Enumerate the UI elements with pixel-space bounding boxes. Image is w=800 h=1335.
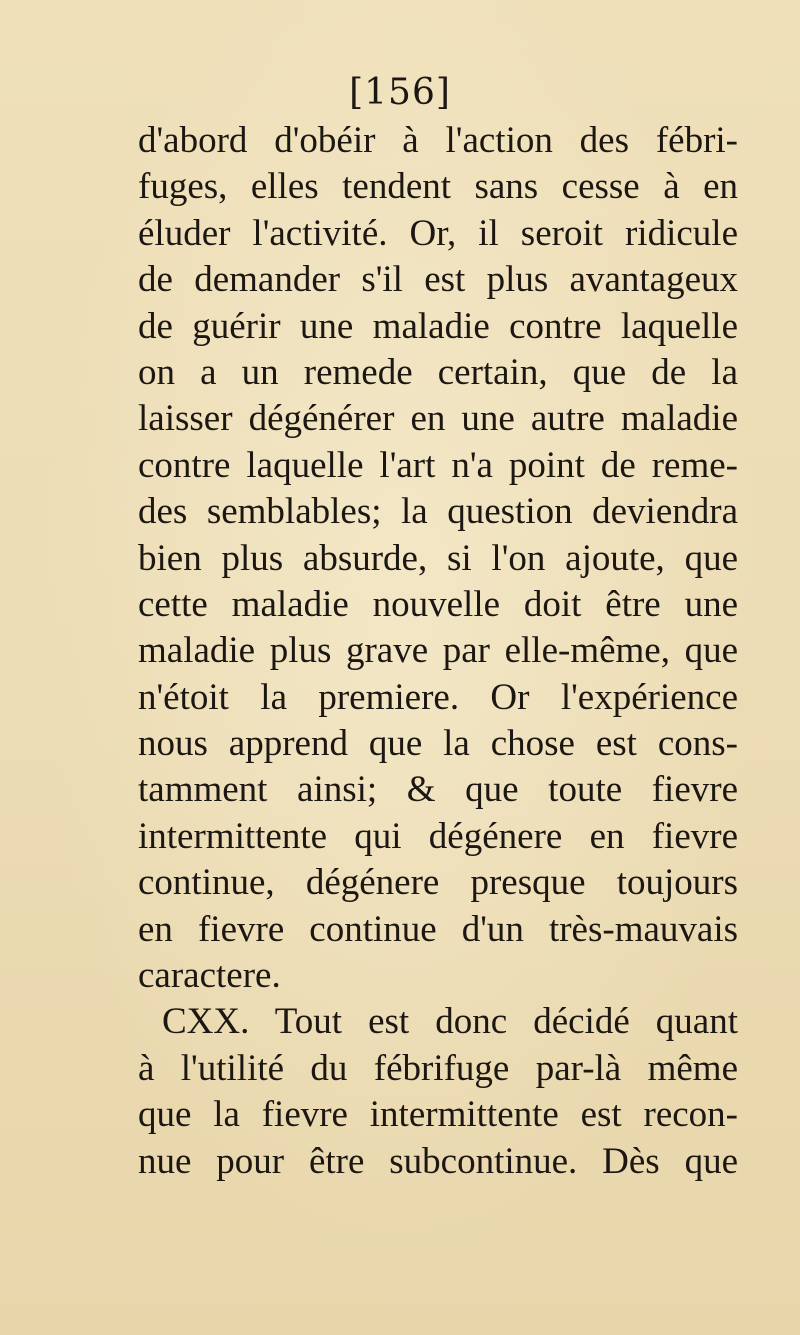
text-line: que la fievre intermittente est recon- bbox=[138, 1094, 738, 1136]
text-line: laisser dégénérer en une autre maladie bbox=[138, 398, 738, 440]
text-line: éluder l'activité. Or, il seroit ridicule bbox=[138, 212, 738, 254]
text-line: nous apprend que la chose est cons- bbox=[138, 723, 738, 765]
text-line: intermittente qui dégénere en fievre bbox=[138, 815, 738, 857]
text-line: cette maladie nouvelle doit être une bbox=[138, 583, 738, 625]
text-line-paragraph-end: caractere. bbox=[138, 955, 281, 997]
text-line: de guérir une maladie contre laquelle bbox=[138, 305, 738, 347]
text-line-section-start: CXX. Tout est donc décidé quant bbox=[162, 1001, 738, 1043]
text-line: maladie plus grave par elle-même, que bbox=[138, 630, 738, 672]
text-line: contre laquelle l'art n'a point de reme- bbox=[138, 444, 738, 486]
text-line: n'étoit la premiere. Or l'expérience bbox=[138, 676, 738, 718]
text-line: fuges, elles tendent sans cesse à en bbox=[138, 166, 738, 208]
body-text bbox=[138, 118, 738, 1185]
text-line: nue pour être subcontinue. Dès que bbox=[138, 1140, 738, 1182]
page-number: [156] bbox=[349, 72, 451, 113]
text-line: continue, dégénere presque toujours bbox=[138, 862, 738, 904]
text-line: tamment ainsi; & que toute fievre bbox=[138, 769, 738, 811]
text-line: de demander s'il est plus avantageux bbox=[138, 259, 738, 301]
text-line: à l'utilité du fébrifuge par-là même bbox=[138, 1047, 738, 1089]
text-line: en fievre continue d'un très-mauvais bbox=[138, 908, 738, 950]
text-line: des semblables; la question deviendra bbox=[138, 491, 738, 533]
text-line: bien plus absurde, si l'on ajoute, que bbox=[138, 537, 738, 579]
text-line: on a un remede certain, que de la bbox=[138, 351, 738, 393]
text-line: d'abord d'obéir à l'action des fébri- bbox=[138, 120, 738, 161]
